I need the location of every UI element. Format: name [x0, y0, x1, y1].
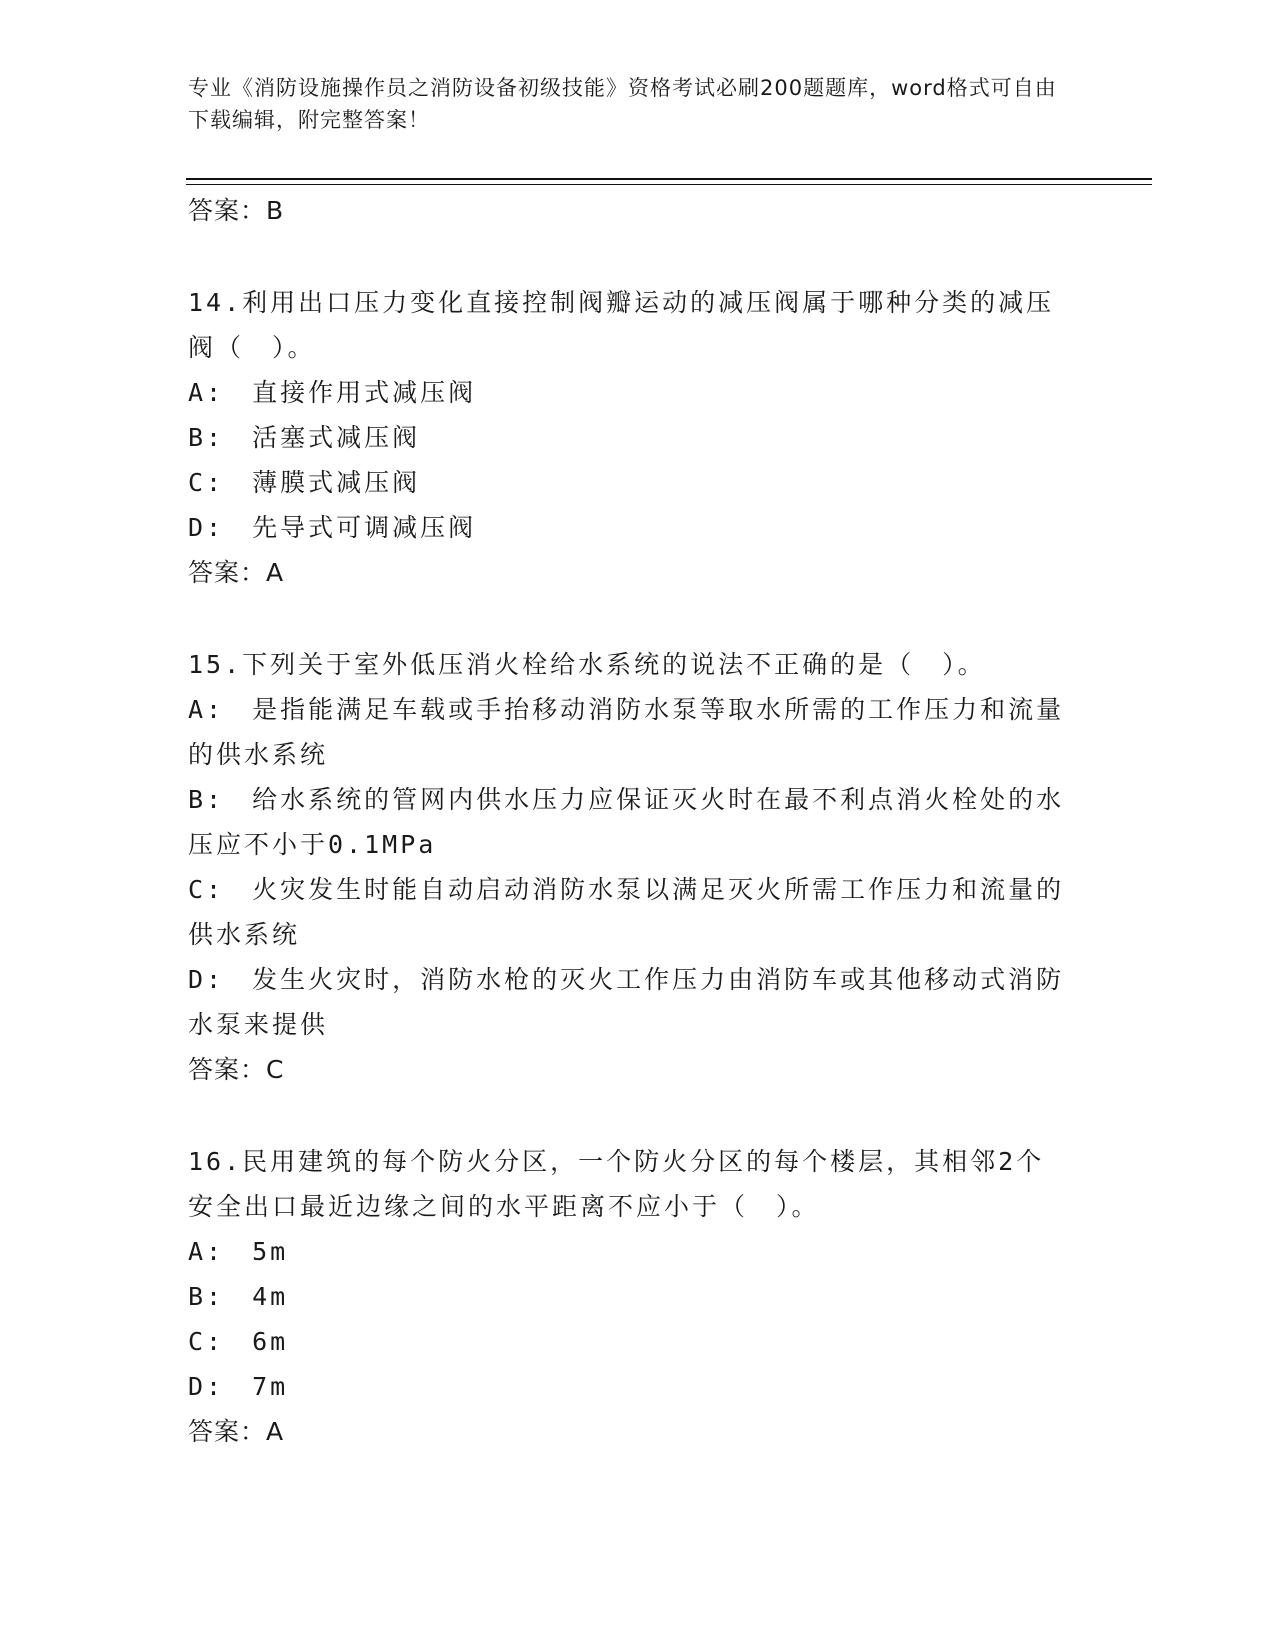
option-b: B: 4m [188, 1282, 289, 1311]
question-content [188, 188, 1068, 1455]
answer-line: 答案：B [188, 196, 285, 225]
question-stem: 16.民用建筑的每个防火分区，一个防火分区的每个楼层，其相邻2个安全出口最近边缘之间的水平距离不应小于（ ）。 [188, 1147, 1045, 1221]
option-d: D: 先导式可调减压阀 [188, 513, 477, 542]
spacer [188, 596, 1068, 642]
question-14 [188, 280, 1068, 596]
option-a: A: 是指能满足车载或手抬移动消防水泵等取水所需的工作压力和流量的供水系统 [188, 695, 1065, 769]
answer-line: 答案：A [188, 558, 285, 587]
option-c: C: 6m [188, 1327, 289, 1356]
option-a: A: 5m [188, 1237, 289, 1266]
option-b: B: 给水系统的管网内供水压力应保证灭火时在最不利点消火栓处的水压应不小于0.1MPa [188, 785, 1065, 859]
question-stem: 15.下列关于室外低压消火栓给水系统的说法不正确的是（ ）。 [188, 650, 986, 679]
option-c: C: 火灾发生时能自动启动消防水泵以满足灭火所需工作压力和流量的供水系统 [188, 875, 1065, 949]
option-a: A: 直接作用式减压阀 [188, 378, 477, 407]
document-header: 专业《消防设施操作员之消防设备初级技能》资格考试必刷200题题库，word格式可自由下载编辑，附完整答案！ [188, 76, 1057, 132]
header-divider-thick [186, 178, 1152, 180]
spacer [188, 234, 1068, 280]
header-divider-thin [186, 184, 1152, 185]
option-d: D: 7m [188, 1372, 289, 1401]
question-15 [188, 642, 1068, 1093]
spacer [188, 1093, 1068, 1139]
answer-line: 答案：C [188, 1055, 285, 1084]
answer-line: 答案：A [188, 1417, 285, 1446]
question-stem: 14.利用出口压力变化直接控制阀瓣运动的减压阀属于哪种分类的减压阀（ ）。 [188, 288, 1055, 362]
option-b: B: 活塞式减压阀 [188, 423, 421, 452]
question-16 [188, 1139, 1068, 1455]
option-c: C: 薄膜式减压阀 [188, 468, 421, 497]
option-d: D: 发生火灾时，消防水枪的灭火工作压力由消防车或其他移动式消防水泵来提供 [188, 965, 1065, 1039]
